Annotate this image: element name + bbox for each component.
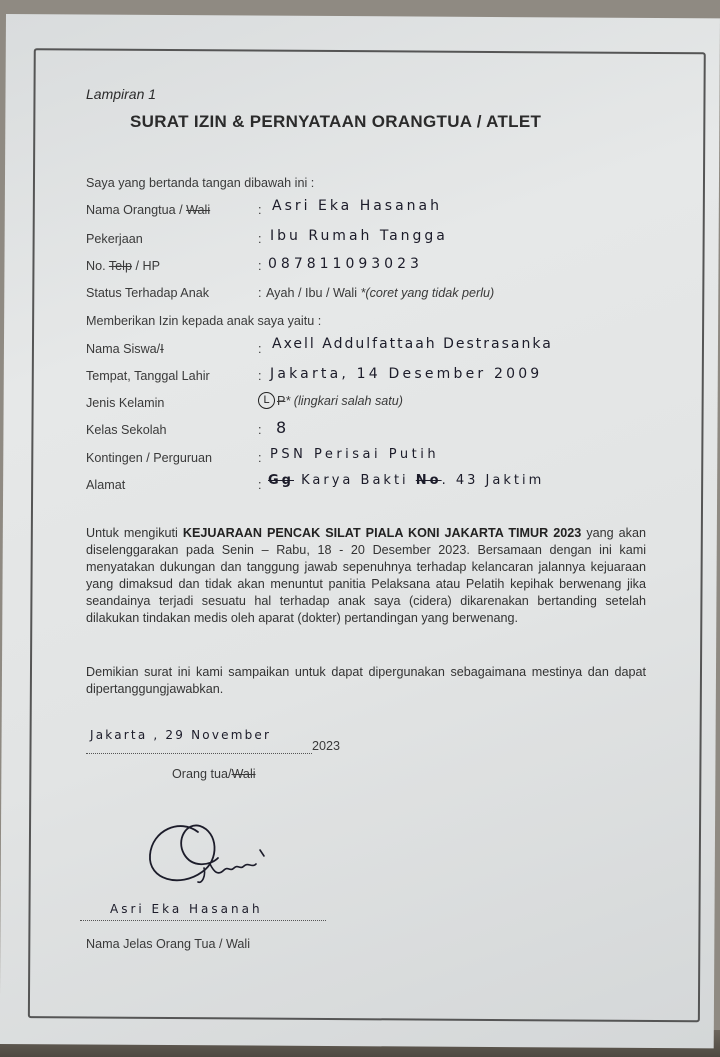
colon: : <box>258 259 262 273</box>
address-no-struck: No <box>415 473 442 488</box>
address-value <box>268 473 544 488</box>
phone-value: 087811093023 <box>268 256 423 272</box>
gender-note: * (lingkari salah satu) <box>285 393 403 408</box>
birth-label: Tempat, Tanggal Lahir <box>86 369 210 383</box>
handwritten-signature <box>140 810 290 900</box>
statement-rest: yang akan diselenggarakan pada Senin – Rabu, 18 - 20 Desember 2023. Bersamaan dengan ini kami menyatakan dukungan dan tanggung jawab sepenuhnya terhadap kelancaran jalannya kejuaraan yang dimaksud dan tidak akan menuntut panitia Pelaksana atau Pelatih kepihak berwenang jika seandainya terjadi sesuatu hal terhadap anak saya (cidera) dikarenakan bertanding setelah dilakukan tindakan medis oleh aparat (dokter) pertandingan yang berwenang. <box>86 526 646 625</box>
document-title: SURAT IZIN & PERNYATAAN ORANGTUA / ATLET <box>130 112 542 131</box>
colon: : <box>258 286 262 300</box>
date-dotted-line <box>86 753 312 754</box>
place-date-handwritten: Jakarta , 29 November <box>90 728 272 742</box>
gender-label: Jenis Kelamin <box>86 396 165 410</box>
parent-name-label <box>86 203 210 217</box>
address-street: Karya Bakti <box>301 473 409 488</box>
status-label: Status Terhadap Anak <box>86 286 209 300</box>
birth-value: Jakarta, 14 Desember 2009 <box>270 366 543 382</box>
child-name-value: Axell Addulfattaah Destrasanka <box>272 336 553 352</box>
child-name-label <box>86 342 164 356</box>
parent-name-value: Asri Eka Hasanah <box>272 198 443 214</box>
address-label: Alamat <box>86 478 126 492</box>
child-name-label-text: Nama Siswa/ <box>86 342 161 356</box>
colon: : <box>258 478 262 492</box>
colon: : <box>258 369 262 383</box>
closing-paragraph: Demikian surat ini kami sampaikan untuk dapat dipergunakan sebagaimana mestinya dan dapat dipertanggungjawabkan. <box>86 665 646 696</box>
child-name-label-struck: I <box>160 342 164 356</box>
signer-role-text: Orang tua/ <box>172 767 232 781</box>
team-label: Kontingen / Perguruan <box>86 451 213 465</box>
phone-label-a: No. <box>86 259 109 273</box>
colon: : <box>258 203 262 217</box>
team-value: PSN Perisai Putih <box>270 447 440 462</box>
statement-start: Untuk mengikuti <box>86 526 183 540</box>
intro-text: Saya yang bertanda tangan dibawah ini : <box>86 176 315 190</box>
phone-label-struck: Telp <box>108 259 132 273</box>
phone-label-c: / HP <box>131 259 160 273</box>
name-dotted-line <box>80 920 326 921</box>
colon: : <box>258 232 262 246</box>
signer-name-caption: Nama Jelas Orang Tua / Wali <box>86 937 251 951</box>
status-value <box>266 286 494 300</box>
class-value: 8 <box>276 418 290 437</box>
address-number-area: . 43 Jaktim <box>441 473 545 488</box>
appendix-label: Lampiran 1 <box>86 86 157 102</box>
gender-value <box>258 392 403 409</box>
statement-paragraph <box>86 525 646 627</box>
signer-role <box>172 767 256 781</box>
signer-name-handwritten: Asri Eka Hasanah <box>110 902 263 916</box>
status-note: *(coret yang tidak perlu) <box>357 286 495 300</box>
event-name: KEJUARAAN PENCAK SILAT PIALA KONI JAKARTA TIMUR 2023 <box>182 526 582 540</box>
signer-role-struck: Wali <box>231 767 256 781</box>
colon: : <box>258 342 262 356</box>
phone-label <box>86 259 160 273</box>
job-label: Pekerjaan <box>86 232 143 246</box>
class-label: Kelas Sekolah <box>86 423 167 437</box>
signature-year: 2023 <box>312 739 341 753</box>
gender-p-struck: P <box>277 393 286 408</box>
status-options: Ayah / Ibu / Wali <box>266 286 357 300</box>
colon: : <box>258 423 262 437</box>
permission-intro: Memberikan Izin kepada anak saya yaitu : <box>86 314 322 328</box>
address-prefix-struck: Gg <box>268 473 294 488</box>
parent-name-label-struck: Wali <box>186 203 211 217</box>
job-value: Ibu Rumah Tangga <box>270 228 448 244</box>
gender-l-circled: L <box>258 392 275 409</box>
parent-name-label-text: Nama Orangtua / <box>86 203 187 217</box>
colon: : <box>258 451 262 465</box>
